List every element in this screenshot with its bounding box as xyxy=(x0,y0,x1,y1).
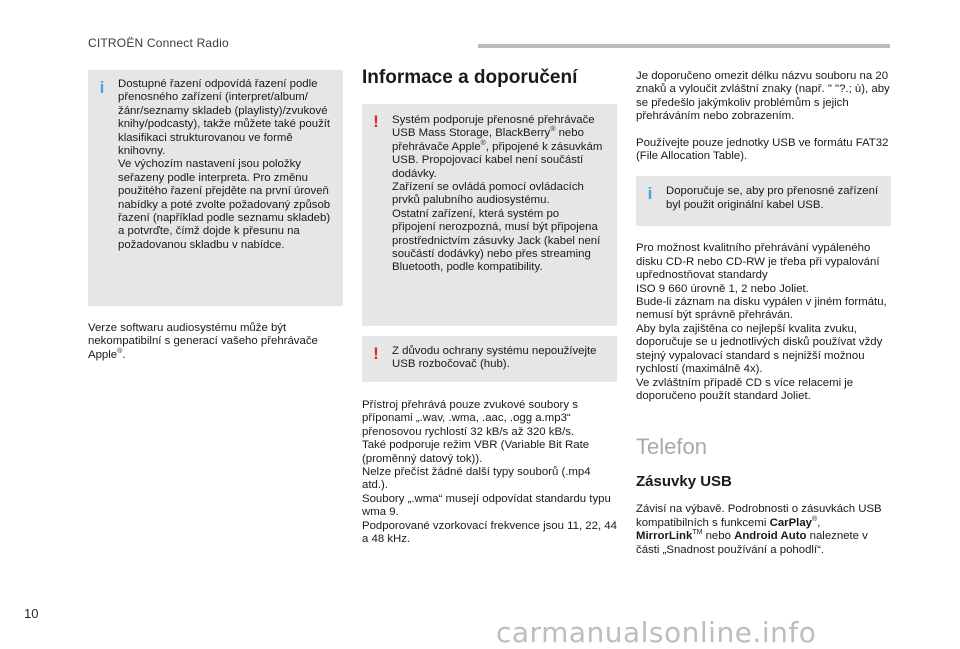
usb-sockets-p xyxy=(636,503,891,557)
trademark-mark: TM xyxy=(692,529,703,537)
formats-p3: Nelze přečíst žádné další typy souborů (.mp4 atd.). xyxy=(362,466,591,492)
registered-mark: ® xyxy=(812,515,818,523)
audio-formats-text xyxy=(362,399,617,546)
warning-usb-p1 xyxy=(392,114,605,181)
watermark-text: carmanualsonline.info xyxy=(496,616,817,649)
cd-p-b: ISO 9 660 úrovně 1, 2 nebo Joliet. xyxy=(636,282,809,295)
cd-p-d: Aby byla zajištěna co nejlepší kvalita zvuku, doporučuje se u jednotlivých disků používat vždy stejný vypalovací standard s nejnižší možnou rychlostí (maximálně 4x). xyxy=(636,322,883,376)
cd-p-c: Bude-li záznam na disku vypálen v jiném formátu, nemusí být správně přehráván. xyxy=(636,296,887,322)
warn1-c: , připojené k zásuvkám USB. Propojovací kabel není součástí dodávky. xyxy=(392,140,603,180)
warning-usb-hub xyxy=(362,336,617,382)
note-sorting-p2: Ve výchozím nastavení jsou položky seřazeny podle interpreta. Pro změnu použitého řazení přejděte na první úroveň nabídky a poté zvolte požadovaný způsob řazení (například podle seznamu skladeb) a potvrďte, čímž dojde k přesunu na požadovanou skladbu v nabídce. xyxy=(118,158,331,251)
usb-p-c: nebo xyxy=(702,530,735,543)
warning-icon: ! xyxy=(373,344,379,363)
warning-usb-support xyxy=(362,104,617,326)
fat32-text xyxy=(636,137,891,164)
mirrorlink-label: MirrorLink xyxy=(636,530,693,543)
formats-p4: Soubory „.wma“ musejí odpovídat standardu typu wma 9. xyxy=(362,492,611,519)
warn1-b: nebo přehrávače Apple xyxy=(392,127,584,153)
registered-mark: ® xyxy=(117,348,123,356)
page-number: 10 xyxy=(24,606,39,621)
info-icon: i xyxy=(99,78,105,97)
running-header-title: CITROËN Connect Radio xyxy=(88,36,229,50)
usb-sockets-text xyxy=(636,503,891,557)
android-auto-label: Android Auto xyxy=(734,530,807,543)
info-note-cable xyxy=(636,176,891,226)
info-note-sorting xyxy=(88,70,343,306)
usb-p-b: , xyxy=(817,516,821,529)
usb-p-a: Závisí na výbavě. Podrobnosti o zásuvkách USB kompatibilních s funkcemi xyxy=(636,503,882,529)
warning-usb-p3: Ostatní zařízení, která systém po připojení nerozpozná, musí být připojena prostřednictvím zásuvky Jack (kabel není součástí dodávky) nebo přes streaming Bluetooth, podle kompatibility. xyxy=(392,207,601,274)
column-3 xyxy=(636,70,891,557)
usb-p-d: naleznete v části „Snadnost používání a pohodlí“. xyxy=(636,530,868,556)
cd-p-e: Ve zvláštním případě CD s více relacemi je doporučeno použít standard Joliet. xyxy=(636,376,854,402)
fat32-p: Používejte pouze jednotky USB ve formátu FAT32 (File Allocation Table). xyxy=(636,136,889,163)
filename-text xyxy=(636,70,891,124)
note-cable-text: Doporučuje se, aby pro přenosné zařízení byl použit originální kabel USB. xyxy=(666,185,879,211)
section-title-telefon: Telefon xyxy=(636,434,707,460)
registered-mark: ® xyxy=(550,126,556,134)
filename-p1: Je doporučeno omezit délku názvu souboru na 20 znaků a vyloučit zvláštní znaky (např. " "?.; ù), aby se předešlo jakýmkoliv problémům s jejich přehráváním nebo zobrazením. xyxy=(636,70,890,123)
formats-p2: Také podporuje režim VBR (Variable Bit Rate (proměnný datový tok)). xyxy=(362,439,590,465)
cd-burning-text xyxy=(636,242,891,403)
carplay-label: CarPlay xyxy=(769,516,813,529)
subsection-title-usb: Zásuvky USB xyxy=(636,473,732,491)
column-2 xyxy=(362,66,617,546)
registered-mark: ® xyxy=(480,140,486,148)
apple-compat-text xyxy=(88,322,343,362)
warning-icon: ! xyxy=(373,112,379,131)
warning-usb-p2: Zařízení se ovládá pomocí ovládacích prvků palubního audiosystému. xyxy=(392,181,584,207)
section-heading-info: Informace a doporučení xyxy=(362,67,578,88)
apple-compat-body: Verze softwaru audiosystému může být nekompatibilní s generací vašeho přehrávače Apple xyxy=(88,322,318,361)
column-1 xyxy=(88,70,343,362)
formats-p5: Podporované vzorkovací frekvence jsou 11, 22, 44 a 48 kHz. xyxy=(362,519,617,546)
apple-compat-tail: . xyxy=(122,348,126,361)
header-divider-bar xyxy=(478,44,890,48)
warning-hub-text: Z důvodu ochrany systému nepoužívejte USB rozbočovač (hub). xyxy=(392,345,597,371)
cd-p-a: Pro možnost kvalitního přehrávání vypáleného disku CD-R nebo CD-RW je třeba při vypalování upřednostňovat standardy xyxy=(636,242,880,282)
formats-p1: Přístroj přehrává pouze zvukové soubory s příponami „.wav, .wma, .aac, .ogg a.mp3“ přenosovou rychlostí 32 kB/s až 320 kB/s. xyxy=(362,399,578,438)
warn1-a: Systém podporuje přenosné přehrávače USB Mass Storage, BlackBerry xyxy=(392,114,595,140)
info-icon: i xyxy=(647,184,653,204)
note-sorting-p1: Dostupné řazení odpovídá řazení podle přenosného zařízení (interpret/album/žánr/seznamy skladeb (playlisty)/zvukové knihy/podcasty), takže můžete také použít klasifikaci strukturovanou ve formě knihovny. xyxy=(118,78,331,158)
